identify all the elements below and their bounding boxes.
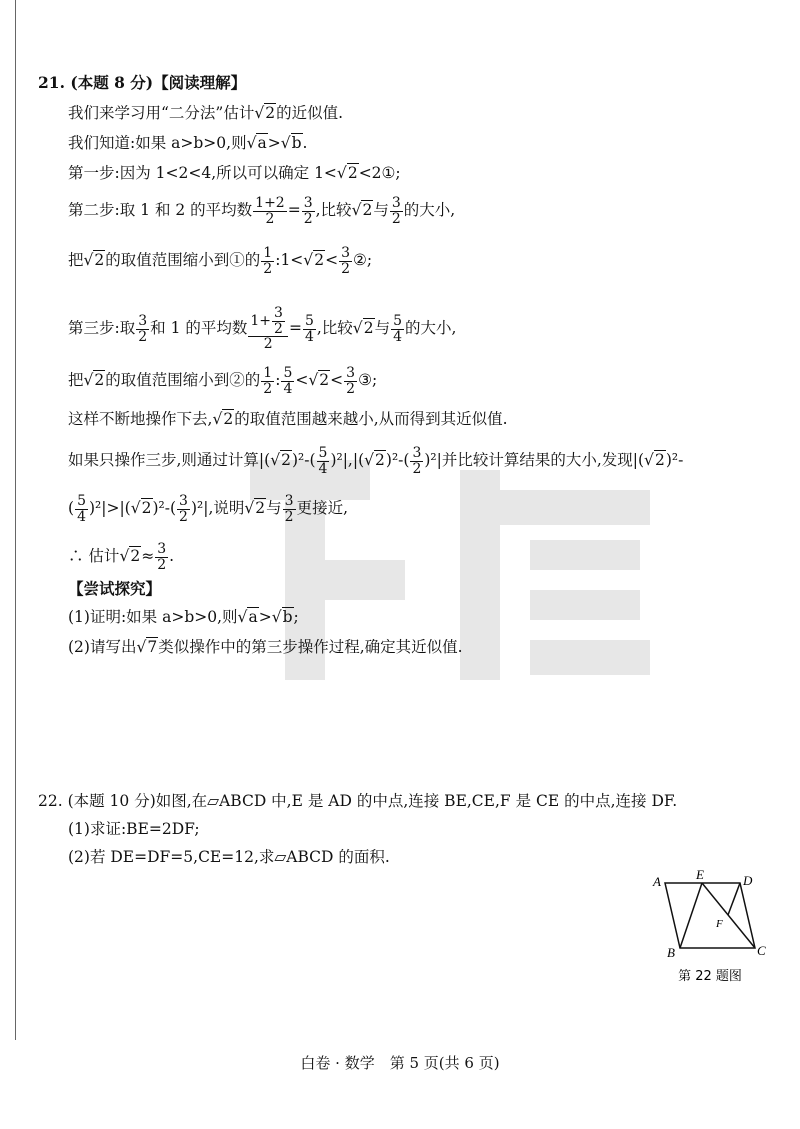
parallelogram-figure — [640, 865, 780, 990]
q21-step1: 第一步:因为 1<2<4,所以可以确定 1<√2<2①; — [68, 164, 401, 182]
q21-part2: (2)请写出√7类似操作中的第三步操作过程,确定其近似值. — [68, 638, 463, 656]
q22-header: 22. (本题 10 分)如图,在▱ABCD 中,E 是 AD 的中点,连接 BE,CE,F 是 CE 的中点,连接 DF. — [38, 792, 678, 810]
label-a: A — [653, 874, 661, 889]
q21-estimate: ∴ 估计√2≈ $\frac{3}{2}$ . — [68, 541, 175, 573]
q21-if-three: 如果只操作三步,则通过计算|(√2)²-( $\frac{5}{4}$ )²|,|(√2)²-( $\frac{3}{2}$ )²|并比较计算结果的大小,发现|(√2)²- — [68, 445, 684, 477]
label-b: B — [667, 945, 675, 960]
q21-header: 21. (本题 8 分)【阅读理解】 — [38, 73, 247, 92]
q21-part1: (1)证明:如果 a>b>0,则√a>√b; — [68, 608, 299, 626]
segment-be — [680, 883, 702, 948]
label-d: D — [743, 873, 753, 888]
figure-caption: 第 22 题图 — [678, 969, 742, 984]
q21-step2-range: 把√2的取值范围缩小到①的 $\frac{1}{2}$ :1<√2< $\frac{3}{2}$ ②; — [68, 245, 373, 277]
q21-continue: 这样不断地操作下去,√2的取值范围越来越小,从而得到其近似值. — [68, 410, 508, 428]
sqrt-2: √2 — [254, 104, 276, 122]
q21-compare: ( $\frac{5}{4}$ )²|>|(√2)²-( $\frac{3}{2}$ )²|,说明√2与 $\frac{3}{2}$ 更接近, — [68, 493, 349, 525]
q22-part2: (2)若 DE=DF=5,CE=12,求▱ABCD 的面积. — [68, 848, 390, 866]
q22-part1: (1)求证:BE=2DF; — [68, 820, 200, 838]
segment-df — [728, 883, 740, 915]
label-e: E — [696, 867, 704, 882]
q21-intro: 我们来学习用“二分法”估计√2的近似值. — [68, 104, 344, 122]
label-f: F — [716, 918, 723, 930]
q21-step3-range: 把√2的取值范围缩小到②的 $\frac{1}{2}$ : $\frac{5}{4}$ <√2< $\frac{3}{2}$ ③; — [68, 365, 378, 397]
q21-explore-heading: 【尝试探究】 — [68, 579, 162, 598]
page-footer: 白卷 · 数学 第 5 页(共 6 页) — [300, 1054, 500, 1072]
margin-rule — [15, 0, 16, 1040]
label-c: C — [757, 943, 766, 958]
q21-known: 我们知道:如果 a>b>0,则√a>√b. — [68, 134, 308, 152]
q21-step2: 第二步:取 1 和 2 的平均数 $\frac{1+2}{2}$ = $\frac{3}{2}$ ,比较√2与 $\frac{3}{2}$ 的大小, — [68, 195, 456, 227]
q21-step3: 第三步:取 $\frac{3}{2}$ 和 1 的平均数 1+ $\frac{3}{2}$ 2 = $\frac{5}{4}$ ,比较√2与 $\frac{5}{4}$ 的大小, — [68, 305, 457, 353]
